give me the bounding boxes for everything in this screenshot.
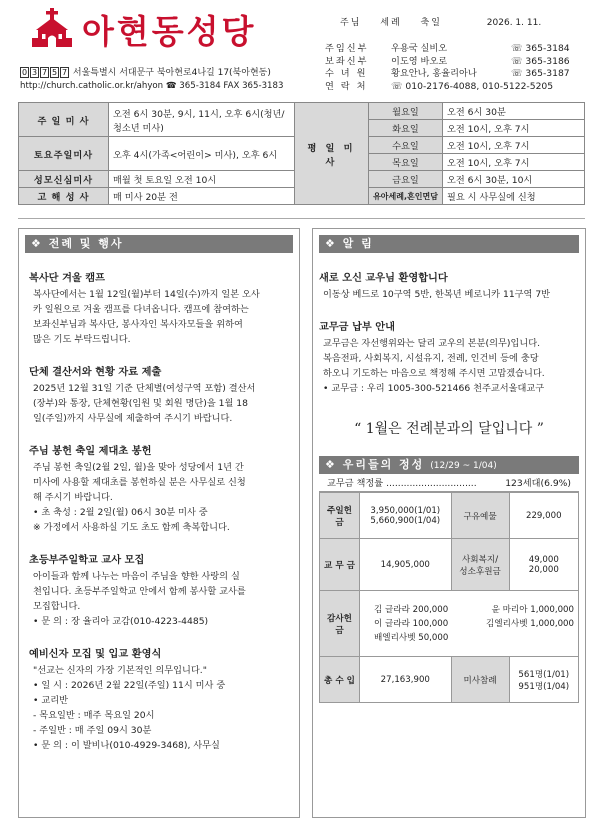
marian-mass-label: 성모신심미사 [19, 171, 109, 188]
sunday-mass-label: 주 일 미 사 [19, 103, 109, 137]
item-line: (장부)와 통장, 단체현황(임원 및 회원 명단)을 1월 18 [33, 398, 248, 409]
item-line: 교무금은 자선행위와는 달리 교우의 본분(의무)입니다. [323, 338, 541, 349]
donor-row [374, 617, 574, 631]
staff-name: ☏ 010-2176-4088, 010-5122-5205 [391, 80, 554, 92]
item-line: • 초 축성 : 2월 2일(월) 06시 30분 미사 중 [33, 507, 208, 518]
donor-entry: 김엘리사벳 1,000,000 [486, 618, 574, 629]
item-line: - 목요일반 : 매주 목요일 20시 [33, 710, 155, 721]
donor-row [374, 603, 574, 617]
notices-list [313, 269, 585, 396]
pledge-value: 123세대(6.9%) [505, 478, 571, 489]
staff-phone: ☏ 365-3186 [511, 55, 570, 67]
church-title: 아현동성당 [82, 12, 257, 51]
finance-value: 3,950,000(1/01) 5,660,900(1/04) [360, 493, 452, 539]
tel: ☎ 365-3184 [165, 81, 221, 91]
staff-name: 우용국 실비오 [391, 43, 448, 54]
finance-row [320, 591, 579, 657]
date-value: 2026. 1. 11. [486, 18, 542, 28]
weekday-mass-label: 평 일 미 사 [295, 103, 369, 205]
weekday-time: 오전 10시, 오후 7시 [443, 154, 585, 171]
item-line: 주님 봉헌 축일(2월 2일, 월)을 맞아 성당에서 1년 간 [33, 462, 244, 473]
marian-mass-value: 매월 첫 토요일 오전 10시 [109, 171, 295, 188]
item-line: • 문 의 : 이 발비나(010-4929-3468), 사무실 [33, 740, 220, 751]
finance-heading-text: ❖ 우리들의 정성 [325, 458, 425, 471]
zip-digit: 5 [51, 68, 58, 77]
item-title: 교무금 납부 안내 [319, 322, 395, 333]
item-line: 아이들과 함께 나누는 마음이 주님을 향한 사랑의 실 [33, 571, 240, 582]
item-line: • 교무금 : 우리 1005-300-521466 천주교서울대교구 [323, 383, 545, 394]
item-line: 일(주일)까지 사무실에 제출하여 주시기 바랍니다. [33, 413, 233, 424]
item-line: ※ 가정에서 사용하실 기도 초도 함께 축복합니다. [33, 522, 230, 533]
finance-row [320, 539, 579, 591]
finance-range: (12/29 ~ 1/04) [430, 461, 497, 471]
staff-name: 이도영 바오로 [391, 55, 448, 67]
item-line: 2025년 12월 31일 기준 단체별(여성구역 포함) 결산서 [33, 383, 256, 394]
staff-role: 주임신부 [325, 43, 369, 54]
zip-digit: 0 [21, 68, 28, 77]
item-line: 많은 기도 부탁드립니다. [33, 334, 131, 345]
item-line: 하오니 기도하는 마음으로 책정해 주시면 고맙겠습니다. [323, 368, 545, 379]
date-line [340, 15, 555, 28]
zip-digit: 7 [41, 68, 48, 77]
finance-label: 총 수 입 [320, 657, 360, 703]
liturgy-events-column [18, 228, 300, 818]
thanks-label: 감사헌금 [320, 591, 360, 657]
item-line: 보좌신부님과 복사단, 봉사자인 복사자모들을 위하여 [33, 319, 243, 330]
section-heading: ❖ 전례 및 행사 [25, 235, 293, 253]
staff-name: 황요안나, 홍율리아나 [391, 68, 477, 79]
staff-role: 수 녀 원 [325, 68, 368, 79]
finance-label: 주일헌금 [320, 493, 360, 539]
divider [18, 218, 585, 219]
staff-row [325, 68, 585, 81]
header [0, 0, 595, 100]
finance-row [320, 493, 579, 539]
sunday-mass-value: 오전 6시 30분, 9시, 11시, 오후 6시(청년/청소년 미사) [109, 103, 295, 137]
item-line: • 문 의 : 장 율리아 교감(010-4223-4485) [33, 616, 209, 627]
weekday-time: 오전 10시, 오후 7시 [443, 137, 585, 154]
baptism-value: 필요 시 사무실에 신청 [443, 188, 585, 205]
weekday-time: 오전 6시 30분, 10시 [443, 171, 585, 188]
item-line: 복사단에서는 1월 12일(월)부터 14일(수)까지 일본 오사 [33, 289, 260, 300]
finance-value: 14,905,000 [360, 539, 452, 591]
baptism-label: 유아세례,혼인면담 [369, 188, 443, 205]
finance-heading [319, 456, 579, 474]
confession-label: 고 해 성 사 [19, 188, 109, 205]
item-line: 카 일원으로 겨울 캠프를 다녀옵니다. 캠프에 참여하는 [33, 304, 249, 315]
donor-list [360, 591, 579, 657]
donor-entry: 이 글라라 100,000 [374, 618, 449, 629]
item-title: 새로 오신 교우님 환영합니다 [319, 273, 448, 284]
staff-phone: ☏ 365-3187 [511, 68, 570, 79]
address: 서울특별시 서대문구 북아현로4나길 17(북아현동) [72, 68, 271, 78]
section-heading: ❖ 알 림 [319, 235, 579, 253]
donor-entry: 배엘리사벳 50,000 [374, 632, 449, 643]
zip-code [20, 67, 70, 78]
item-title: 복사단 겨울 캠프 [29, 273, 105, 284]
item-line: - 주일반 : 매 주일 09시 30분 [33, 725, 152, 736]
item-line: • 일 시 : 2026년 2월 22일(주일) 11시 미사 중 [33, 680, 226, 691]
events-list [19, 269, 299, 753]
item-title: 단체 결산서와 현황 자료 제출 [29, 367, 162, 378]
finance-row [320, 657, 579, 703]
weekday-day: 목요일 [369, 154, 443, 171]
weekday-day: 금요일 [369, 171, 443, 188]
item-line: 미사에 사용할 제대초를 봉헌하실 분은 사무실로 신청 [33, 477, 246, 488]
saturday-mass-value: 오후 4시(가족<어린이> 미사), 오후 6시 [109, 137, 295, 171]
item-line: 해 주시기 바랍니다. [33, 492, 113, 503]
item-line: 모집합니다. [33, 601, 81, 612]
staff-row [325, 81, 585, 94]
finance-value: 49,000 20,000 [509, 539, 578, 591]
zip-digit: 7 [61, 68, 68, 77]
confession-value: 매 미사 20분 전 [109, 188, 295, 205]
finance-value: 27,163,900 [360, 657, 452, 703]
finance-label: 구유예물 [451, 493, 509, 539]
weekday-time: 오전 6시 30분 [443, 103, 585, 120]
saturday-mass-label: 토요주일미사 [19, 137, 109, 171]
church-icon [30, 8, 74, 48]
date-item: 주님 [340, 18, 362, 28]
item-title: 초등부주일학교 교사 모집 [29, 555, 145, 566]
finance-table [319, 492, 579, 703]
item-line: 천입니다. 초등부주일학교 안에서 함께 봉사할 교사를 [33, 586, 246, 597]
weekday-day: 화요일 [369, 120, 443, 137]
zip-digit: 3 [31, 68, 38, 77]
item-line: "선교는 신자의 가장 기본적인 의무입니다." [33, 665, 207, 676]
address-line [20, 65, 271, 78]
donor-entry: 김 글라라 200,000 [374, 604, 449, 615]
donor-entry: 윤 마리아 1,000,000 [491, 604, 574, 615]
staff-list [325, 43, 585, 93]
item-line: 이동상 베드로 10구역 5반, 한복년 베로니카 11구역 7반 [323, 289, 551, 300]
finance-label: 사회복지/ 성소후원금 [451, 539, 509, 591]
notices-column [312, 228, 586, 818]
date-item: 축일 [420, 18, 442, 28]
item-title: 예비신자 모집 및 입교 환영식 [29, 649, 162, 660]
weekday-time: 오전 10시, 오후 7시 [443, 120, 585, 137]
weekday-day: 월요일 [369, 103, 443, 120]
item-line: • 교리반 [33, 695, 68, 706]
item-line: 복음전파, 사회복지, 시설유지, 전례, 인건비 등에 충당 [323, 353, 539, 364]
weekday-day: 수요일 [369, 137, 443, 154]
fax: FAX 365-3183 [223, 81, 284, 91]
finance-section [319, 476, 579, 703]
staff-row [325, 43, 585, 56]
staff-role: 보좌신부 [325, 55, 369, 67]
pledge-rate [319, 476, 579, 492]
staff-row [325, 56, 585, 69]
pledge-label: 교무금 책정률 ............................... [327, 478, 477, 489]
contact-line [20, 81, 283, 91]
staff-role: 연 락 처 [325, 80, 368, 92]
staff-phone: ☏ 365-3184 [511, 43, 570, 54]
mass-schedule-table [18, 102, 585, 205]
item-title: 주님 봉헌 축일 제대초 봉헌 [29, 446, 152, 457]
donor-row [374, 631, 574, 645]
finance-value: 561명(1/01) 951명(1/04) [509, 657, 578, 703]
finance-label: 미사참례 [451, 657, 509, 703]
website-link[interactable]: http://church.catholic.or.kr/ahyon [20, 81, 164, 91]
finance-value: 229,000 [509, 493, 578, 539]
monthly-quote: “ 1월은 전례분과의 달입니다 ” [354, 421, 544, 437]
date-item: 세례 [380, 18, 402, 28]
finance-label: 교 무 금 [320, 539, 360, 591]
